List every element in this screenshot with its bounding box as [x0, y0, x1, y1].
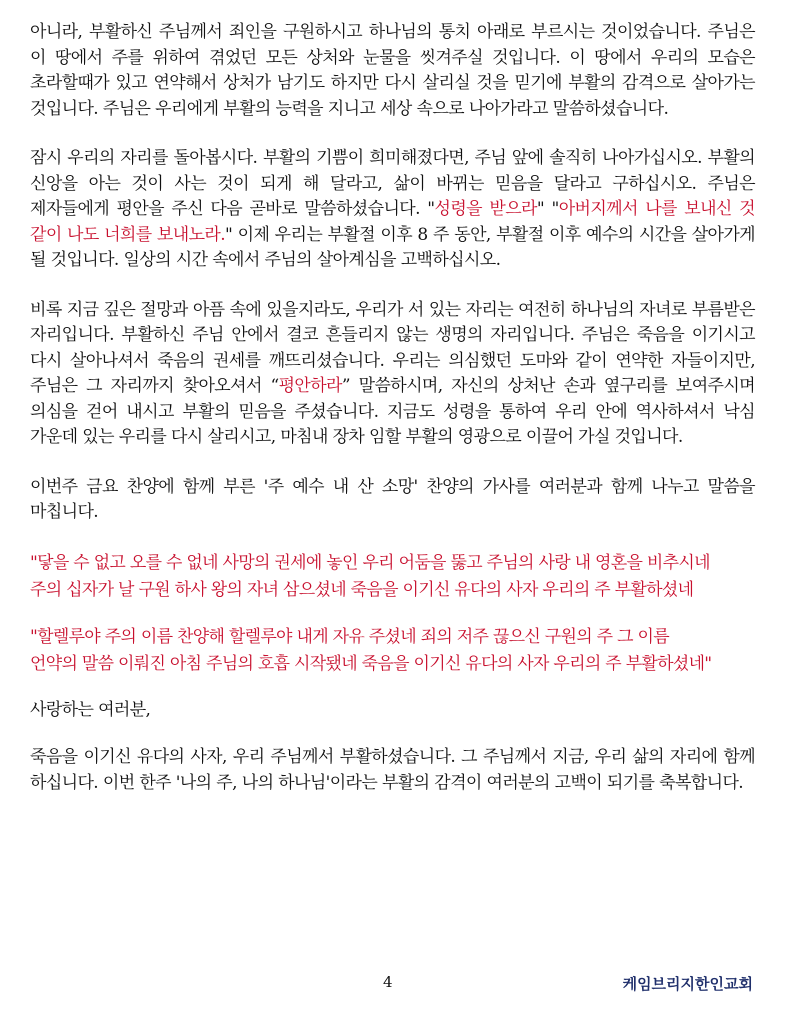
- lyrics-chorus: [30, 624, 755, 678]
- paragraph-5: 사랑하는 여러분,: [30, 699, 151, 720]
- quote-receive-holy-spirit: 성령을 받으라: [434, 199, 537, 219]
- church-name: 케임브리지한인교회: [622, 975, 753, 993]
- paragraph-2-text-a: 잠시 우리의 자리를 돌아봅시다. 부활의 기쁨이 희미해졌다면, 주님 앞에 솔직히 나아가십시오. 부활의 신앙을 아는 것이 사는 것이 되게 해 달라고, 삶이 바뀌는 믿음을 달라고 구하십시오. 주님은 제자들에게 평안을 주신 다음 곧바로 말씀하셨습니다. ": [30, 148, 755, 219]
- paragraph-2-text-c: " 이제 우리는 부활절 이후 8 주 동안, 부활절 이후 예수의 시간을 살아가게 될 것입니다. 일상의 시간 속에서 주님의 살아계심을 고백하십시오.: [30, 224, 755, 270]
- paragraph-6: 죽음을 이기신 유다의 사자, 우리 주님께서 부활하셨습니다. 그 주님께서 지금, 우리 삶의 자리에 함께 하십니다. 이번 한주 '나의 주, 나의 하나님'이라는 부활의 감격이 여러분의 고백이 되기를 축복합니다.: [30, 747, 755, 793]
- paragraph-3-text-b: ” 말씀하시며, 자신의 상처난 손과 옆구리를 보여주시며 의심을 걷어 내시고 부활의 믿음을 주셨습니다. 지금도 성령을 통하여 우리 안에 역사하셔서 낙심 가운데 있는 우리를 다시 살리시고, 마침내 장차 임할 부활의 영광으로 이끌어 가실 것입니다.: [30, 376, 755, 447]
- quote-as-father-sent-me: 아버지께서 나를 보내신 것 같이 나도 너희를 보내노라.: [30, 199, 755, 245]
- sermon-page: [30, 20, 755, 820]
- lyrics-verse-1: [30, 550, 755, 604]
- lyrics-chorus-line-2: 언약의 말씀 이뤄진 아침 주님의 호흡 시작됐네 죽음을 이기신 유다의 사자 우리의 주 부활하셨네": [30, 653, 712, 674]
- lyrics-verse-1-line-1: "닿을 수 없고 오를 수 없네 사망의 권세에 놓인 우리 어둠을 뚫고 주님의 사랑 내 영혼을 비추시네: [30, 552, 710, 573]
- lyrics-chorus-line-1: "할렐루야 주의 이름 찬양해 할렐루야 내게 자유 주셨네 죄의 저주 끊으신 구원의 주 그 이름: [30, 626, 669, 647]
- paragraph-1: 아니라, 부활하신 주님께서 죄인을 구원하시고 하나님의 통치 아래로 부르시는 것이었습니다. 주님은 이 땅에서 주를 위하여 겪었던 모든 상처와 눈물을 씻겨주실 것입니다. 이 땅에서 우리의 모습은 초라할때가 있고 연약해서 상처가 남기도 하지만 다시 살리실 것을 믿기에 부활의 감격으로 살아가는 것입니다. 주님은 우리에게 부활의 능력을 지니고 세상 속으로 나아가라고 말씀하셨습니다.: [30, 22, 755, 119]
- lyrics-verse-1-line-2: 주의 십자가 날 구원 하사 왕의 자녀 삼으셨네 죽음을 이기신 유다의 사자 우리의 주 부활하셨네: [30, 579, 694, 600]
- paragraph-2-text-b: " ": [536, 199, 559, 219]
- page-number: 4: [383, 973, 393, 991]
- paragraph-2: [30, 146, 755, 274]
- quote-peace-be-with-you: 평안하라: [278, 376, 342, 396]
- paragraph-3: [30, 298, 755, 451]
- paragraph-4: 이번주 금요 찬양에 함께 부른 '주 예수 내 산 소망' 찬양의 가사를 여러분과 함께 나누고 말씀을 마칩니다.: [30, 476, 755, 522]
- paragraph-3-text-a: 비록 지금 깊은 절망과 아픔 속에 있을지라도, 우리가 서 있는 자리는 여전히 하나님의 자녀로 부름받은 자리입니다. 부활하신 주님 안에서 결코 흔들리지 않는 생명의 자리입니다. 주님은 죽음을 이기시고 다시 살아나셔서 죽음의 권세를 깨뜨리셨습니다. 우리는 의심했던 도마와 같이 연약한 자들이지만, 주님은 그 자리까지 찾아오셔서 “: [30, 299, 755, 396]
